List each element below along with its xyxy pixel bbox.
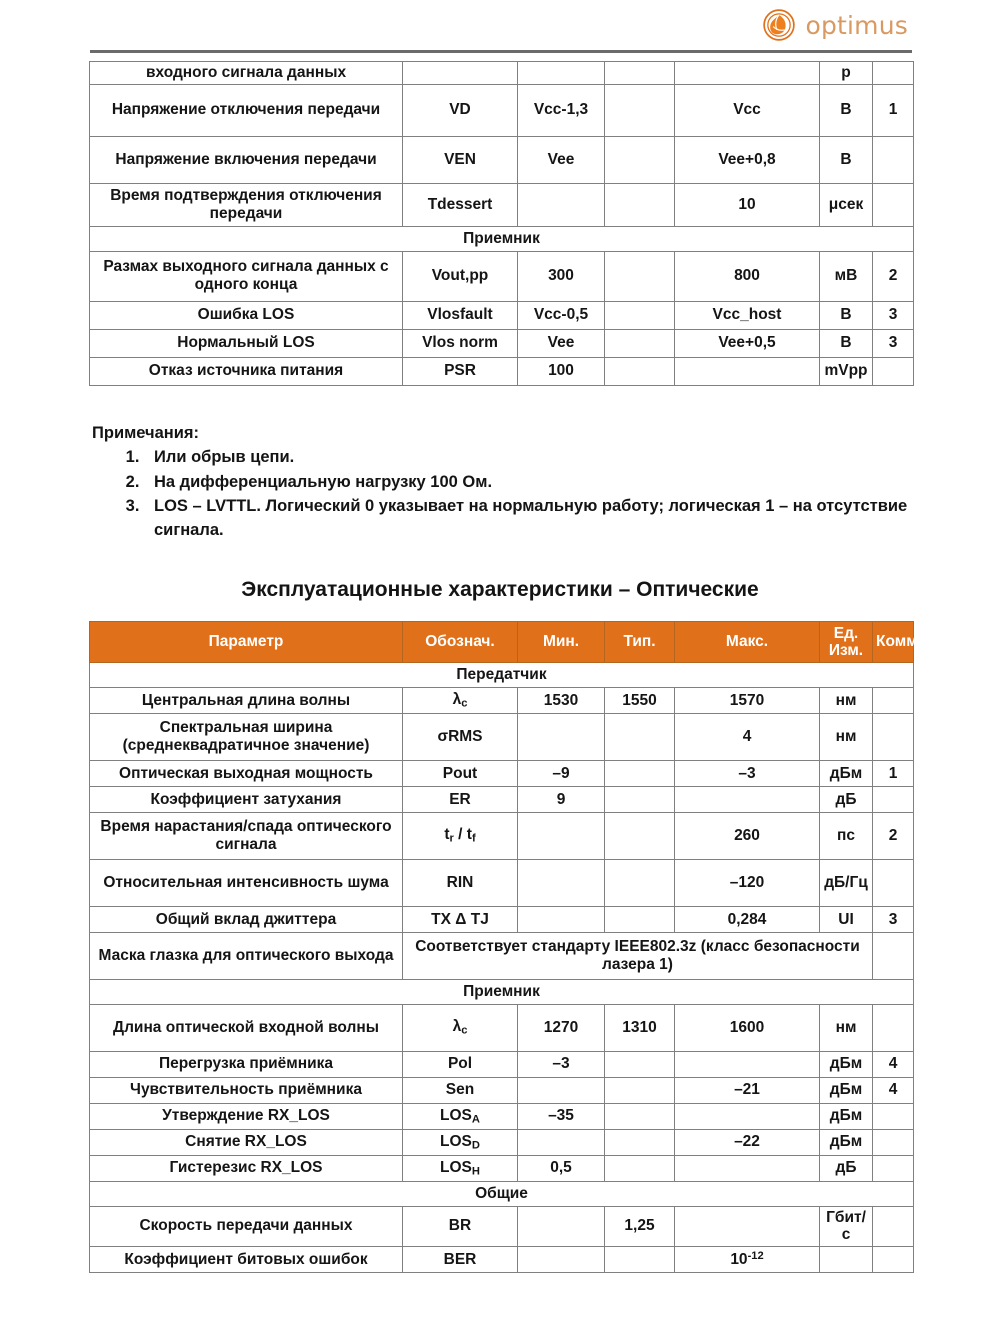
cell-param: Снятие RX_LOS (90, 1129, 403, 1155)
table-row (90, 357, 914, 385)
cell-note (873, 1129, 914, 1155)
cell-note (873, 932, 914, 979)
cell-unit (820, 1247, 873, 1273)
col-header-symbol: Обознач. (403, 622, 518, 663)
cell-max: 10 (675, 183, 820, 226)
cell-param: Отказ источника питания (90, 357, 403, 385)
cell-note: 1 (873, 84, 914, 136)
cell-min: Vee (518, 136, 605, 183)
cell-param: Размах выходного сигнала данных с одного конца (90, 251, 403, 301)
cell-min: –9 (518, 760, 605, 786)
cell-param: Нормальный LOS (90, 329, 403, 357)
cell-note: 3 (873, 329, 914, 357)
section-label: Приемник (90, 226, 914, 251)
cell-max: 4 (675, 713, 820, 760)
cell-symbol: Pout (403, 760, 518, 786)
cell-max (675, 357, 820, 385)
cell-note (873, 1206, 914, 1247)
cell-max (675, 62, 820, 85)
cell-max: Vee+0,5 (675, 329, 820, 357)
notes-block (92, 422, 922, 543)
cell-typ (605, 713, 675, 760)
optical-spec-table (89, 621, 947, 1273)
cell-min: Vcc-1,3 (518, 84, 605, 136)
col-header-min: Мин. (518, 622, 605, 663)
unit-header-line2: Изм. (828, 642, 864, 660)
table-row (90, 1103, 914, 1129)
cell-unit: μсек (820, 183, 873, 226)
cell-typ (605, 859, 675, 906)
table-row (90, 859, 914, 906)
cell-unit: нм (820, 1004, 873, 1051)
cell-param: Напряжение отключения передачи (90, 84, 403, 136)
cell-unit: дБм (820, 1129, 873, 1155)
cell-max: –22 (675, 1129, 820, 1155)
cell-typ (605, 136, 675, 183)
cell-typ (605, 1155, 675, 1181)
table-row (90, 251, 914, 301)
brand-name: optimus (805, 10, 908, 40)
table-row (90, 687, 914, 713)
unit-header-line1: Ед. (833, 625, 859, 642)
cell-note (873, 136, 914, 183)
cell-unit: дБм (820, 1077, 873, 1103)
cell-typ (605, 1051, 675, 1077)
cell-min (518, 812, 605, 859)
cell-note (873, 1004, 914, 1051)
section-label: Передатчик (90, 663, 914, 688)
table-row (90, 932, 914, 979)
cell-max (675, 786, 820, 812)
table-row (90, 786, 914, 812)
cell-max: 800 (675, 251, 820, 301)
symbol-base: λ (452, 1018, 462, 1036)
cell-param: Гистерезис RX_LOS (90, 1155, 403, 1181)
cell-min: 0,5 (518, 1155, 605, 1181)
cell-typ: 1550 (605, 687, 675, 713)
cell-symbol (403, 687, 518, 713)
cell-unit: дБм (820, 1103, 873, 1129)
cell-max (675, 1206, 820, 1247)
cell-note (873, 1155, 914, 1181)
cell-note: 3 (873, 906, 914, 932)
cell-param: Напряжение включения передачи (90, 136, 403, 183)
table-row (90, 1247, 914, 1273)
table-row (90, 329, 914, 357)
cell-max: Vcc (675, 84, 820, 136)
cell-param: Центральная длина волны (90, 687, 403, 713)
cell-symbol: BER (403, 1247, 518, 1273)
cell-symbol: σRMS (403, 713, 518, 760)
symbol-base: LOS (440, 1106, 472, 1124)
col-header-max: Макс. (675, 622, 820, 663)
cell-typ (605, 1077, 675, 1103)
cell-param: Чувствительность приёмника (90, 1077, 403, 1103)
value-base: 10 (730, 1251, 748, 1269)
cell-typ (605, 786, 675, 812)
cell-min (518, 713, 605, 760)
cell-note (873, 786, 914, 812)
cell-param: Оптическая выходная мощность (90, 760, 403, 786)
cell-param: Длина оптической входной волны (90, 1004, 403, 1051)
cell-symbol: VEN (403, 136, 518, 183)
symbol-base: LOS (440, 1158, 472, 1176)
optical-table-body (90, 663, 914, 1273)
cell-unit: дБм (820, 760, 873, 786)
header-divider (90, 50, 912, 53)
cell-typ (605, 329, 675, 357)
col-header-typ: Тип. (605, 622, 675, 663)
cell-min: 9 (518, 786, 605, 812)
list-item: 1. Или обрыв цепи. (144, 446, 922, 469)
cell-typ (605, 84, 675, 136)
cell-unit: mVpp (820, 357, 873, 385)
table-row (90, 1077, 914, 1103)
cell-typ (605, 62, 675, 85)
list-item: 2. На дифференциальную нагрузку 100 Ом. (144, 471, 922, 494)
cell-symbol: PSR (403, 357, 518, 385)
cell-symbol (403, 1103, 518, 1129)
col-header-param: Параметр (90, 622, 403, 663)
cell-param: Коэффициент затухания (90, 786, 403, 812)
cell-param: Общий вклад джиттера (90, 906, 403, 932)
electrical-spec-table (89, 61, 914, 386)
cell-unit: В (820, 329, 873, 357)
cell-symbol (403, 62, 518, 85)
table-section-row (90, 979, 914, 1004)
cell-note (873, 687, 914, 713)
cell-symbol: Vout,pp (403, 251, 518, 301)
cell-symbol: ER (403, 786, 518, 812)
cell-min: Vee (518, 329, 605, 357)
cell-note (873, 62, 914, 85)
cell-typ (605, 1129, 675, 1155)
symbol-subscript: c (461, 697, 468, 710)
cell-min: Vcc-0,5 (518, 301, 605, 329)
cell-param: Время нарастания/спада оптического сигнала (90, 812, 403, 859)
cell-min (518, 859, 605, 906)
cell-note: 3 (873, 301, 914, 329)
cell-min (518, 62, 605, 85)
cell-min: –3 (518, 1051, 605, 1077)
table-row (90, 1129, 914, 1155)
table-header-row (90, 622, 914, 663)
table-row (90, 183, 914, 226)
page-title: Эксплуатационные характеристики – Оптические (241, 578, 759, 601)
cell-typ (605, 906, 675, 932)
cell-symbol: VD (403, 84, 518, 136)
cell-unit: В (820, 301, 873, 329)
section-label: Приемник (90, 979, 914, 1004)
table-row (90, 1004, 914, 1051)
cell-note (873, 1247, 914, 1273)
cell-symbol: Tdessert (403, 183, 518, 226)
cell-max (675, 1103, 820, 1129)
cell-param: Спектральная ширина (среднеквадратичное значение) (90, 713, 403, 760)
electrical-table-body (90, 62, 914, 386)
cell-symbol (403, 1129, 518, 1155)
cell-param: Время подтверждения отключения передачи (90, 183, 403, 226)
cell-max: Vcc_host (675, 301, 820, 329)
cell-min: 300 (518, 251, 605, 301)
symbol-subscript: A (471, 1113, 480, 1126)
cell-min (518, 1077, 605, 1103)
cell-unit: мВ (820, 251, 873, 301)
cell-typ (605, 357, 675, 385)
cell-unit: дБм (820, 1051, 873, 1077)
section-label: Общие (90, 1181, 914, 1206)
table-row (90, 812, 914, 859)
cell-typ (605, 251, 675, 301)
cell-symbol: BR (403, 1206, 518, 1247)
symbol-subscript: D (471, 1139, 480, 1152)
list-item: 3. LOS – LVTTL. Логический 0 указывает на нормальную работу; логическая 1 – на отсутствие сигнала. (144, 495, 922, 542)
brand-logo (762, 8, 908, 42)
cell-typ (605, 812, 675, 859)
cell-max: 260 (675, 812, 820, 859)
cell-unit: дБ (820, 1155, 873, 1181)
symbol-subscript: c (461, 1024, 468, 1037)
cell-min (518, 1206, 605, 1247)
cell-max: –21 (675, 1077, 820, 1103)
cell-typ (605, 301, 675, 329)
cell-merged-value: Соответствует стандарту IEEE802.3z (класс безопасности лазера 1) (403, 932, 873, 979)
cell-unit: p (820, 62, 873, 85)
cell-max: Vee+0,8 (675, 136, 820, 183)
cell-param: Ошибка LOS (90, 301, 403, 329)
cell-min (518, 1247, 605, 1273)
cell-param: Скорость передачи данных (90, 1206, 403, 1247)
cell-min (518, 183, 605, 226)
cell-unit: В (820, 84, 873, 136)
symbol-subscript-r: r (449, 832, 454, 845)
table-row (90, 84, 914, 136)
cell-param: входного сигнала данных (90, 62, 403, 85)
cell-unit: пс (820, 812, 873, 859)
table-section-row (90, 663, 914, 688)
symbol-subscript: H (471, 1165, 480, 1178)
page-header (0, 0, 1000, 58)
cell-unit: нм (820, 713, 873, 760)
cell-typ (605, 1247, 675, 1273)
cell-note (873, 859, 914, 906)
table-row (90, 62, 914, 85)
notes-list (92, 446, 922, 542)
cell-note: 2 (873, 251, 914, 301)
cell-typ: 1310 (605, 1004, 675, 1051)
table-row (90, 906, 914, 932)
cell-symbol: TX Δ TJ (403, 906, 518, 932)
optical-table-head (90, 622, 947, 663)
cell-max (675, 1051, 820, 1077)
cell-max (675, 1155, 820, 1181)
cell-max: 1600 (675, 1004, 820, 1051)
cell-unit: дБ/Гц (820, 859, 873, 906)
cell-symbol: RIN (403, 859, 518, 906)
table-section-row (90, 1181, 914, 1206)
cell-note (873, 183, 914, 226)
table-row (90, 760, 914, 786)
cell-note: 4 (873, 1051, 914, 1077)
symbol-subscript-f: f (471, 832, 476, 845)
cell-symbol (403, 1004, 518, 1051)
cell-symbol: Vlosfault (403, 301, 518, 329)
table-row (90, 1051, 914, 1077)
cell-unit: нм (820, 687, 873, 713)
cell-min (518, 906, 605, 932)
cell-param: Маска глазка для оптического выхода (90, 932, 403, 979)
cell-unit: В (820, 136, 873, 183)
cell-symbol: Pol (403, 1051, 518, 1077)
symbol-base: LOS (440, 1132, 472, 1150)
table-row (90, 1155, 914, 1181)
col-header-comment: Коммент. (873, 622, 914, 663)
notes-title: Примечания: (92, 424, 200, 442)
cell-min: 100 (518, 357, 605, 385)
cell-param: Коэффициент битовых ошибок (90, 1247, 403, 1273)
table-row (90, 1206, 914, 1247)
cell-min: –35 (518, 1103, 605, 1129)
cell-note: 4 (873, 1077, 914, 1103)
cell-typ (605, 183, 675, 226)
table-row (90, 713, 914, 760)
cell-note: 2 (873, 812, 914, 859)
value-superscript: -12 (747, 1250, 764, 1263)
cell-symbol: Sen (403, 1077, 518, 1103)
cell-param: Утверждение RX_LOS (90, 1103, 403, 1129)
table-row (90, 136, 914, 183)
cell-max: –120 (675, 859, 820, 906)
symbol-base: λ (452, 690, 462, 708)
cell-symbol: Vlos norm (403, 329, 518, 357)
cell-min (518, 1129, 605, 1155)
cell-symbol: $t_r / t_f$ (403, 812, 518, 859)
table-row (90, 301, 914, 329)
cell-typ (605, 760, 675, 786)
cell-max (675, 1247, 820, 1273)
cell-note (873, 1103, 914, 1129)
cell-min: 1530 (518, 687, 605, 713)
cell-typ: 1,25 (605, 1206, 675, 1247)
cell-max: 1570 (675, 687, 820, 713)
cell-note: 1 (873, 760, 914, 786)
cell-unit: UI (820, 906, 873, 932)
optimus-aperture-icon (762, 8, 796, 42)
table-section-row (90, 226, 914, 251)
cell-typ (605, 1103, 675, 1129)
cell-note (873, 357, 914, 385)
cell-symbol (403, 1155, 518, 1181)
cell-unit: Гбит/с (820, 1206, 873, 1247)
cell-min: 1270 (518, 1004, 605, 1051)
cell-max: 0,284 (675, 906, 820, 932)
cell-unit: дБ (820, 786, 873, 812)
cell-param: Перегрузка приёмника (90, 1051, 403, 1077)
col-header-unit (820, 622, 873, 663)
cell-max: –3 (675, 760, 820, 786)
cell-note (873, 713, 914, 760)
cell-param: Относительная интенсивность шума (90, 859, 403, 906)
